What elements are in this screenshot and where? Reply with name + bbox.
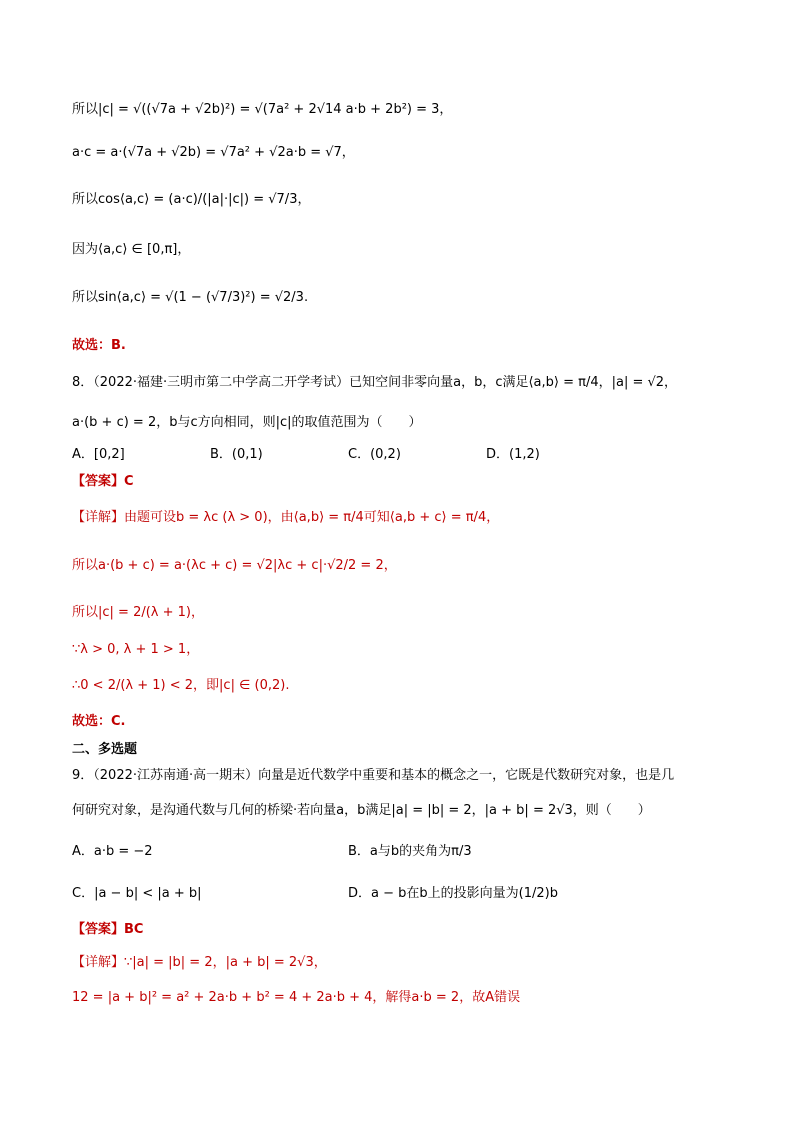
detail-q9-line1: 【详解】∵|a| = |b| = 2，|a + b| = 2√3， [72,955,327,970]
q9-option-a: A．a·b = −2 [72,844,153,859]
q8-option-c: C．(0,2) [348,447,401,462]
q8-option-b: B．(0,1) [210,447,263,462]
question-9-stem-line1: 9．（2022·江苏南通·高一期末）向量是近代数学中重要和基本的概念之一，它既是代数研究对象，也是几 [72,768,675,783]
solution-line-angle-range: 因为⟨a,c⟩ ∈ [0,π]， [72,242,191,257]
detail-q8-line2: 所以a·(b + c) = a·(λc + c) = √2|λc + c|·√2/2 = 2， [72,558,397,573]
solution-line-dot-ac: a·c = a·(√7a + √2b) = √7a² + √2a·b = √7， [72,145,355,160]
detail-q8-line5: ∴0 < 2/(λ + 1) < 2，即|c| ∈ (0,2). [72,678,290,693]
q9-option-b: B．a与b的夹角为π/3 [348,844,472,859]
detail-q8-line4: ∵λ > 0, λ + 1 > 1， [72,642,200,657]
detail-q8-line1: 【详解】由题可设b = λc (λ > 0)，由⟨a,b⟩ = π/4可知⟨a,b + c⟩ = π/4， [72,510,500,525]
solution-line-cos: 所以cos⟨a,c⟩ = (a·c)/(|a|·|c|) = √7/3， [72,192,311,207]
solution-line-sin: 所以sin⟨a,c⟩ = √(1 − (√7/3)²) = √2/3. [72,290,309,305]
answer-q9: 【答案】BC [72,922,144,937]
question-9-stem-line2: 何研究对象，是沟通代数与几何的桥梁·若向量a，b满足|a| = |b| = 2，|a + b| = 2√3，则（ ） [72,803,651,818]
q9-option-c: C．|a − b| < |a + b| [72,886,202,901]
q8-option-d: D．(1,2) [486,447,540,462]
detail-q8-line3: 所以|c| = 2/(λ + 1)， [72,605,204,620]
answer-q8: 【答案】C [72,474,134,489]
choice-statement-q7: 故选：B. [72,338,126,353]
choice-statement-q8: 故选：C. [72,714,126,729]
q8-option-a: A．[0,2] [72,447,125,462]
detail-q9-line2: 12 = |a + b|² = a² + 2a·b + b² = 4 + 2a·b + 4，解得a·b = 2，故A错误 [72,990,521,1005]
solution-line-magnitude-c: 所以|c| = √((√7a + √2b)²) = √(7a² + 2√14 a·b + 2b²) = 3， [72,102,453,117]
section-heading-multiple-choice: 二、多选题 [72,742,138,757]
q9-option-d: D．a − b在b上的投影向量为(1/2)b [348,886,558,901]
question-8-stem-line2: a·(b + c) = 2，b与c方向相同，则|c|的取值范围为（ ） [72,415,422,430]
question-8-stem-line1: 8．（2022·福建·三明市第二中学高二开学考试）已知空间非零向量a，b，c满足⟨a,b⟩ = π/4，|a| = √2， [72,375,678,390]
